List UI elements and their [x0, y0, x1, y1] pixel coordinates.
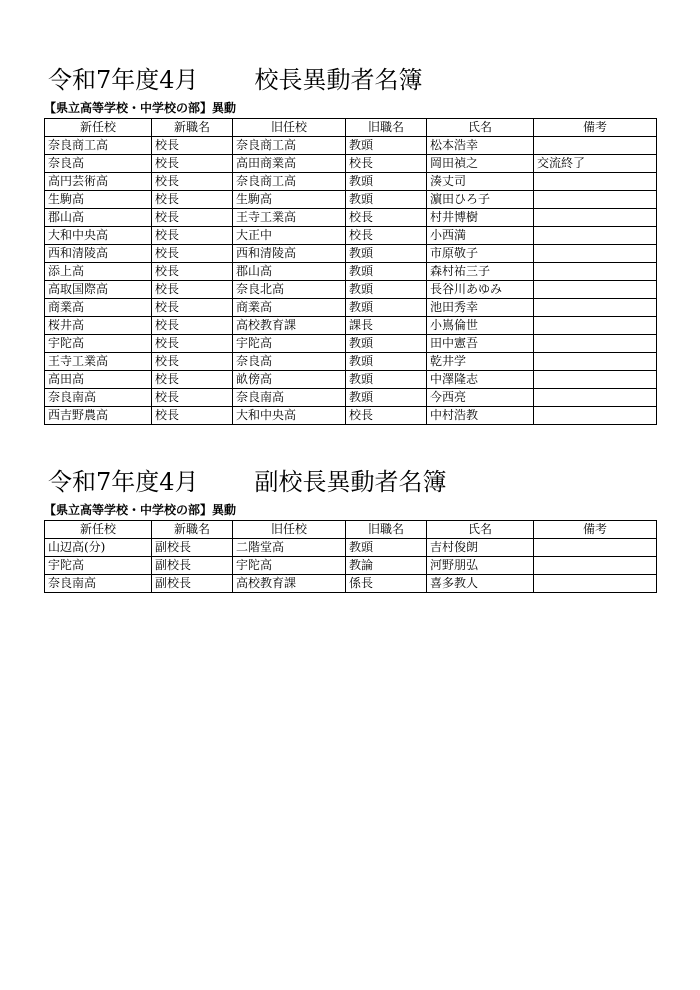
- table-row: [45, 539, 657, 557]
- table-row: [45, 299, 657, 317]
- cell-new-position: 校長: [152, 317, 233, 335]
- cell-remarks: [534, 371, 657, 389]
- cell-old-position: 教頭: [346, 281, 427, 299]
- table-row: [45, 137, 657, 155]
- cell-remarks: [534, 245, 657, 263]
- cell-old-school: 宇陀高: [233, 557, 346, 575]
- principal-table-body: [45, 137, 657, 425]
- table-row: [45, 191, 657, 209]
- cell-old-position: 校長: [346, 209, 427, 227]
- cell-old-position: 教頭: [346, 389, 427, 407]
- table-row: [45, 281, 657, 299]
- cell-name: 今西亮: [427, 389, 534, 407]
- table-row: [45, 335, 657, 353]
- principal-section: [44, 60, 656, 425]
- cell-remarks: [534, 209, 657, 227]
- cell-remarks: [534, 317, 657, 335]
- cell-remarks: [534, 353, 657, 371]
- cell-old-school: 高校教育課: [233, 575, 346, 593]
- cell-old-position: 教頭: [346, 263, 427, 281]
- column-header-new-school: 新任校: [45, 521, 152, 539]
- cell-old-position: 校長: [346, 227, 427, 245]
- principal-subtitle: 【県立高等学校・中学校の部】異動: [44, 101, 237, 115]
- table-header-row: [45, 521, 657, 539]
- cell-old-school: 商業高: [233, 299, 346, 317]
- cell-new-school: 西吉野農高: [45, 407, 152, 425]
- vice-principal-title-main: 副校長異動者名簿: [254, 468, 447, 496]
- cell-remarks: [534, 281, 657, 299]
- cell-remarks: [534, 191, 657, 209]
- cell-name: 岡田禎之: [427, 155, 534, 173]
- cell-new-school: 添上高: [45, 263, 152, 281]
- cell-old-school: 奈良北高: [233, 281, 346, 299]
- cell-old-school: 大和中央高: [233, 407, 346, 425]
- cell-name: 松本浩幸: [427, 137, 534, 155]
- cell-remarks: [534, 389, 657, 407]
- vice-principal-section: [44, 462, 656, 593]
- cell-name: 市原敬子: [427, 245, 534, 263]
- cell-remarks: [534, 407, 657, 425]
- cell-new-position: 校長: [152, 281, 233, 299]
- column-header-old-school: 旧任校: [233, 521, 346, 539]
- cell-old-school: 高田商業高: [233, 155, 346, 173]
- cell-name: 湊丈司: [427, 173, 534, 191]
- cell-old-school: 高校教育課: [233, 317, 346, 335]
- cell-old-school: 宇陀高: [233, 335, 346, 353]
- cell-old-school: 奈良商工高: [233, 173, 346, 191]
- principal-title-main: 校長異動者名簿: [254, 66, 423, 94]
- table-row: [45, 371, 657, 389]
- table-row: [45, 317, 657, 335]
- cell-name: 喜多教人: [427, 575, 534, 593]
- cell-new-position: 校長: [152, 371, 233, 389]
- cell-remarks: [534, 227, 657, 245]
- table-row: [45, 389, 657, 407]
- cell-new-school: 奈良南高: [45, 575, 152, 593]
- cell-old-position: 教頭: [346, 371, 427, 389]
- cell-old-school: 王寺工業高: [233, 209, 346, 227]
- table-row: [45, 407, 657, 425]
- cell-old-position: 教頭: [346, 299, 427, 317]
- cell-new-school: 宇陀高: [45, 335, 152, 353]
- table-header-row: [45, 119, 657, 137]
- cell-new-position: 副校長: [152, 557, 233, 575]
- cell-old-school: 二階堂高: [233, 539, 346, 557]
- column-header-new-position: 新職名: [152, 119, 233, 137]
- table-row: [45, 227, 657, 245]
- column-header-remarks: 備考: [534, 521, 657, 539]
- cell-remarks: [534, 137, 657, 155]
- cell-name: 中澤隆志: [427, 371, 534, 389]
- cell-new-school: 奈良南高: [45, 389, 152, 407]
- cell-remarks: [534, 557, 657, 575]
- cell-remarks: [534, 263, 657, 281]
- cell-old-school: 大正中: [233, 227, 346, 245]
- cell-new-position: 校長: [152, 173, 233, 191]
- cell-remarks: [534, 539, 657, 557]
- vice-principal-table: [44, 520, 657, 593]
- cell-old-position: 教頭: [346, 191, 427, 209]
- cell-name: 河野朋弘: [427, 557, 534, 575]
- cell-new-school: 生駒高: [45, 191, 152, 209]
- column-header-new-school: 新任校: [45, 119, 152, 137]
- cell-name: 吉村俊朗: [427, 539, 534, 557]
- cell-new-school: 奈良商工高: [45, 137, 152, 155]
- cell-remarks: [534, 173, 657, 191]
- cell-remarks: [534, 575, 657, 593]
- cell-old-position: 校長: [346, 155, 427, 173]
- column-header-name: 氏名: [427, 521, 534, 539]
- cell-name: 村井博樹: [427, 209, 534, 227]
- cell-new-position: 校長: [152, 191, 233, 209]
- cell-old-position: 校長: [346, 407, 427, 425]
- cell-old-school: 奈良高: [233, 353, 346, 371]
- column-header-old-school: 旧任校: [233, 119, 346, 137]
- column-header-old-position: 旧職名: [346, 119, 427, 137]
- cell-old-position: 教頭: [346, 137, 427, 155]
- cell-new-position: 校長: [152, 209, 233, 227]
- cell-name: 小嶌倫世: [427, 317, 534, 335]
- vice-principal-table-body: [45, 539, 657, 593]
- table-row: [45, 209, 657, 227]
- cell-old-position: 教頭: [346, 173, 427, 191]
- cell-new-school: 奈良高: [45, 155, 152, 173]
- cell-new-position: 校長: [152, 155, 233, 173]
- cell-old-school: 奈良商工高: [233, 137, 346, 155]
- cell-new-position: 校長: [152, 263, 233, 281]
- cell-name: 池田秀幸: [427, 299, 534, 317]
- cell-new-position: 副校長: [152, 539, 233, 557]
- table-row: [45, 155, 657, 173]
- cell-old-school: 奈良南高: [233, 389, 346, 407]
- cell-name: 乾井学: [427, 353, 534, 371]
- cell-name: 濵田ひろ子: [427, 191, 534, 209]
- cell-new-school: 王寺工業高: [45, 353, 152, 371]
- table-row: [45, 245, 657, 263]
- cell-old-position: 教頭: [346, 335, 427, 353]
- cell-new-school: 宇陀高: [45, 557, 152, 575]
- table-row: [45, 173, 657, 191]
- cell-old-position: 教頭: [346, 353, 427, 371]
- cell-new-school: 大和中央高: [45, 227, 152, 245]
- cell-new-position: 校長: [152, 137, 233, 155]
- table-row: [45, 575, 657, 593]
- cell-new-position: 校長: [152, 389, 233, 407]
- table-row: [45, 557, 657, 575]
- column-header-old-position: 旧職名: [346, 521, 427, 539]
- cell-new-position: 校長: [152, 335, 233, 353]
- cell-old-position: 係長: [346, 575, 427, 593]
- cell-name: 長谷川あゆみ: [427, 281, 534, 299]
- cell-new-school: 西和清陵高: [45, 245, 152, 263]
- cell-old-position: 教頭: [346, 245, 427, 263]
- table-row: [45, 263, 657, 281]
- cell-old-school: 生駒高: [233, 191, 346, 209]
- principal-title-year: 令和7年度4月: [48, 66, 199, 94]
- cell-remarks: 交流終了: [534, 155, 657, 173]
- cell-name: 森村祐三子: [427, 263, 534, 281]
- principal-title: [48, 60, 656, 100]
- principal-table: [44, 118, 657, 425]
- cell-new-school: 桜井高: [45, 317, 152, 335]
- cell-name: 小西満: [427, 227, 534, 245]
- vice-principal-title: [48, 462, 656, 502]
- cell-new-position: 校長: [152, 227, 233, 245]
- cell-remarks: [534, 299, 657, 317]
- cell-old-school: 郡山高: [233, 263, 346, 281]
- cell-name: 中村浩教: [427, 407, 534, 425]
- cell-old-position: 教頭: [346, 539, 427, 557]
- column-header-remarks: 備考: [534, 119, 657, 137]
- cell-old-position: 課長: [346, 317, 427, 335]
- vice-principal-title-year: 令和7年度4月: [48, 468, 199, 496]
- cell-new-school: 高取国際高: [45, 281, 152, 299]
- cell-new-position: 副校長: [152, 575, 233, 593]
- table-row: [45, 353, 657, 371]
- cell-new-position: 校長: [152, 245, 233, 263]
- cell-new-school: 商業高: [45, 299, 152, 317]
- cell-name: 田中憲吾: [427, 335, 534, 353]
- cell-new-position: 校長: [152, 407, 233, 425]
- cell-remarks: [534, 335, 657, 353]
- cell-new-school: 高田高: [45, 371, 152, 389]
- cell-new-school: 山辺高(分): [45, 539, 152, 557]
- cell-old-position: 教論: [346, 557, 427, 575]
- cell-old-school: 畝傍高: [233, 371, 346, 389]
- vice-principal-subtitle: 【県立高等学校・中学校の部】異動: [44, 503, 237, 517]
- cell-new-school: 高円芸術高: [45, 173, 152, 191]
- cell-new-position: 校長: [152, 299, 233, 317]
- column-header-name: 氏名: [427, 119, 534, 137]
- cell-old-school: 西和清陵高: [233, 245, 346, 263]
- column-header-new-position: 新職名: [152, 521, 233, 539]
- cell-new-position: 校長: [152, 353, 233, 371]
- cell-new-school: 郡山高: [45, 209, 152, 227]
